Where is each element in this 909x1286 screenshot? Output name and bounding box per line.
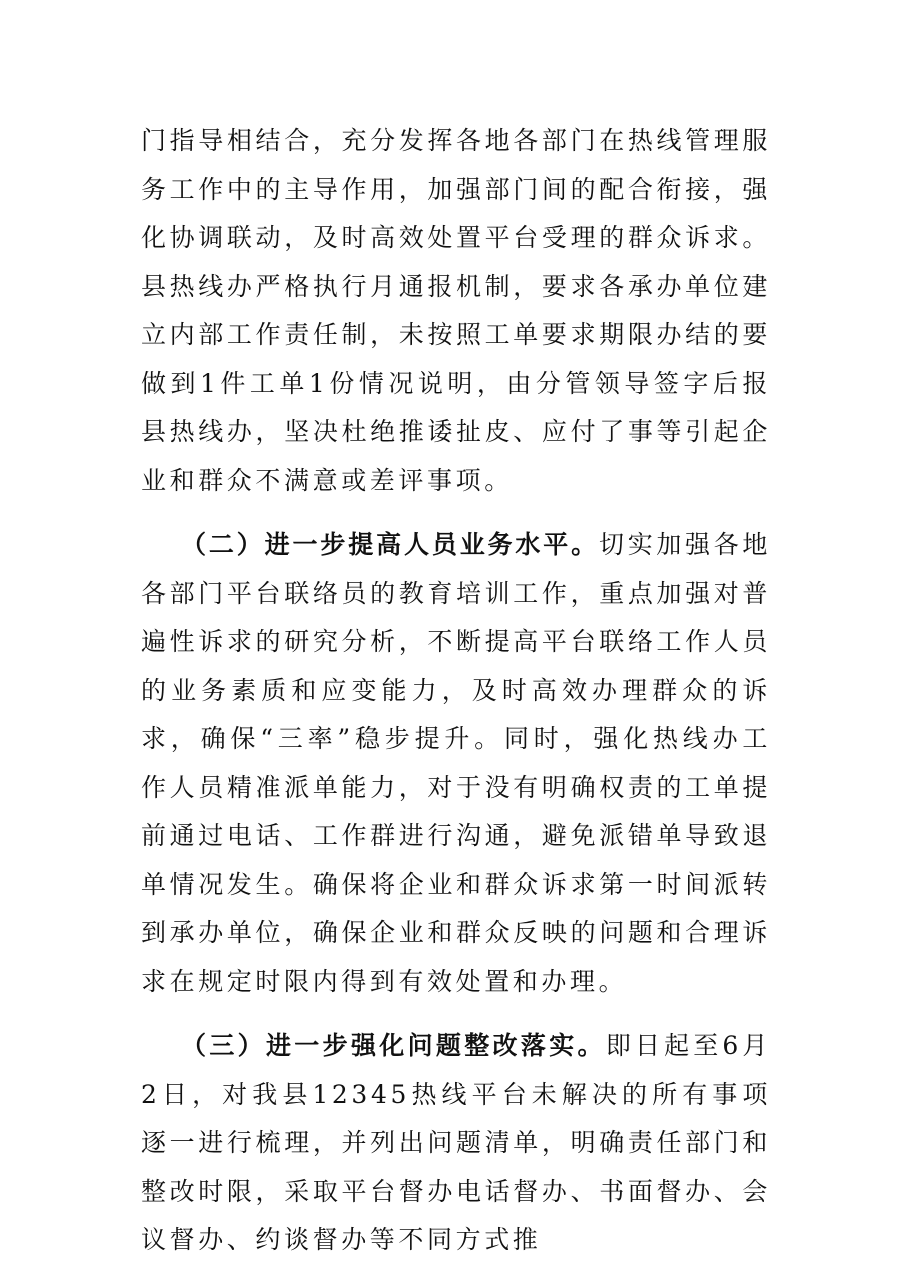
paragraph-1-text: 门指导相结合，充分发挥各地各部门在热线管理服务工作中的主导作用，加强部门间的配合衔接，强化协调联动，及时高效处置平台受理的群众诉求。县热线办严格执行月通报机制，要求各承办单位建立内部工作责任制，未按照工单要求期限办结的要做到1件工单1份情况说明，由分管领导签字后报县热线办，坚决杜绝推诿扯皮、应付了事等引起企业和群众不满意或差评事项。 (141, 126, 771, 495)
paragraph-3-text: 即日起至6月2日，对我县12345热线平台未解决的所有事项逐一进行梳理，并列出问题清单，明确责任部门和整改时限，采取平台督办电话督办、书面督办、会议督办、约谈督办等不同方式推 (141, 1031, 771, 1254)
paragraph-1 (141, 117, 771, 505)
paragraph-2 (141, 521, 771, 1006)
paragraph-3 (141, 1022, 771, 1265)
section-heading-2: （二）进一步提高人员业务水平。 (181, 530, 600, 559)
document-body (141, 117, 771, 1265)
section-heading-3: （三）进一步强化问题整改落实。 (181, 1031, 606, 1060)
paragraph-2-text: 切实加强各地各部门平台联络员的教育培训工作，重点加强对普遍性诉求的研究分析，不断提高平台联络工作人员的业务素质和应变能力，及时高效办理群众的诉求，确保“三率”稳步提升。同时，强化热线办工作人员精准派单能力，对于没有明确权责的工单提前通过电话、工作群进行沟通，避免派错单导致退单情况发生。确保将企业和群众诉求第一时间派转到承办单位，确保企业和群众反映的问题和合理诉求在规定时限内得到有效处置和办理。 (141, 530, 771, 996)
